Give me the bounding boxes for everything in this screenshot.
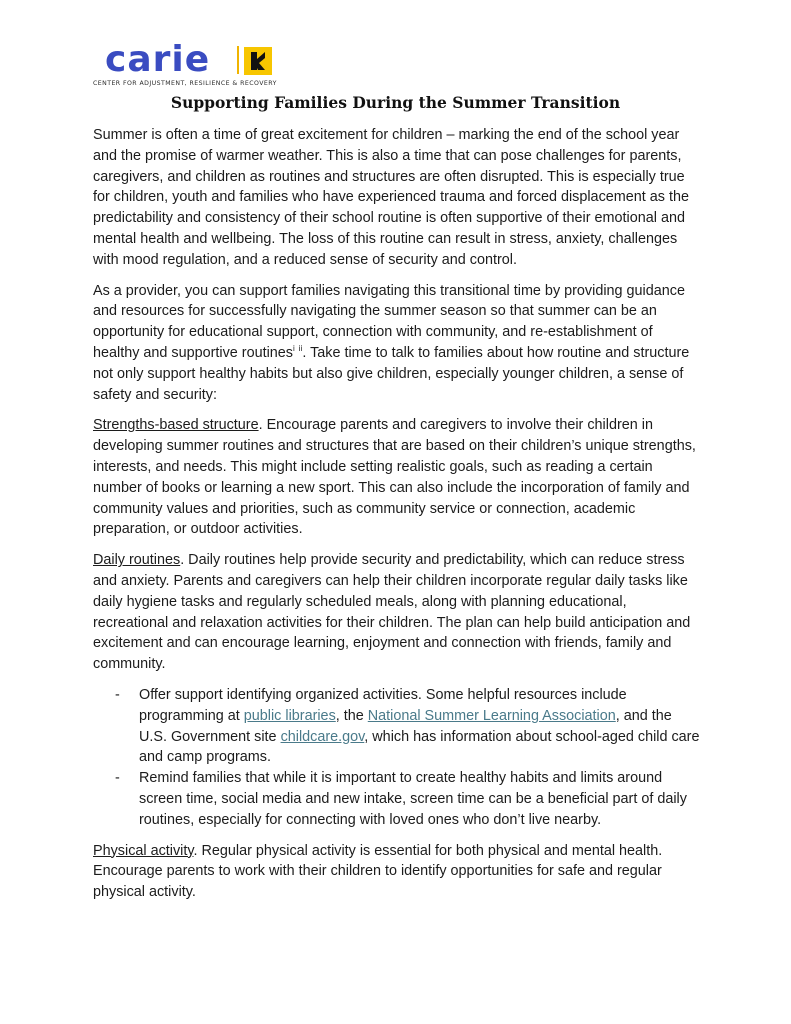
childcare-gov-link[interactable]: childcare.gov <box>280 728 365 745</box>
physical-heading: Physical activity <box>93 842 194 859</box>
daily-paragraph <box>93 550 703 675</box>
document-body <box>93 125 703 913</box>
list-item-text: , the <box>335 707 368 724</box>
list-item-text: Offer support identifying organized activities. Some helpful resources include programming at <box>139 686 627 724</box>
public-libraries-link[interactable]: public libraries <box>243 707 336 724</box>
bullet-dash: - <box>115 686 120 703</box>
resource-list <box>93 685 703 831</box>
physical-paragraph <box>93 841 703 903</box>
intro-paragraph: Summer is often a time of great excitement for children – marking the end of the school year and the promise of warmer weather. This is also a time that can pose challenges for parents, caregivers, and children as routines and structures are often disrupted. This is especially true for children, youth and families who have experienced trauma and forced displacement as the predictability and consistency of their school routine is often supportive of their emotional and mental health and wellbeing. The loss of this routine can result in stress, anxiety, challenges with mood regulation, and a reduced sense of security and control. <box>93 127 689 268</box>
strengths-text: . Encourage parents and caregivers to involve their children in developing summer routines and structures that are based on their children’s unique strengths, interests, and needs. This might include setting realistic goals, such as reading a certain number of books or learning a new sport. This can also include the incorporation of family and community values and priorities, such as community service or connection, academic preparation, or outdoor activities. <box>93 417 696 538</box>
footnote-marker-ii[interactable]: ii <box>298 344 303 354</box>
care-logo <box>93 40 293 92</box>
list-item <box>93 685 703 768</box>
logo-tagline: CENTER FOR ADJUSTMENT, RESILIENCE & RECOVERY <box>93 80 277 87</box>
provider-paragraph <box>93 281 703 406</box>
list-item-text: , and the U.S. Government site <box>139 707 672 745</box>
list-item <box>93 768 703 830</box>
logo-divider <box>237 46 239 74</box>
strengths-heading: Strengths-based structure <box>93 417 259 434</box>
footnote-marker-i[interactable]: i <box>293 344 295 354</box>
logo-wordmark: carie <box>105 39 211 80</box>
daily-text: . Daily routines help provide security and predictability, which can reduce stress and anxiety. Parents and caregivers can help their children incorporate regular daily tasks like daily hygiene tasks and regularly scheduled meals, along with planning educational, recreational and relaxation activities for their children. The plan can help build anticipation and excitement and can encourage learning, enjoyment and connection with friends, family and community. <box>93 552 691 673</box>
daily-heading: Daily routines <box>93 552 181 569</box>
physical-text: . Regular physical activity is essential for both physical and mental health. Encourage parents to work with their children to identify opportunities for safe and regular physical activity. <box>93 842 663 901</box>
list-item-text: Remind families that while it is important to create healthy habits and limits around screen time, social media and new intake, screen time can be a beneficial part of daily routines, especially for connecting with loved ones who don’t live nearby. <box>139 770 687 828</box>
document-title: Supporting Families During the Summer Transition <box>170 93 621 112</box>
list-item-text: , which has information about school-aged child care and camp programs. <box>139 728 700 766</box>
bullet-dash: - <box>115 770 120 787</box>
strengths-paragraph <box>93 415 703 540</box>
provider-text: As a provider, you can support families navigating this transitional time by providing guidance and resources for successfully navigating the summer season so that summer can be an opportunity for educational support, connection with community, and re-establishment of healthy and supportive routines <box>93 282 685 361</box>
irc-logo-icon <box>244 47 272 75</box>
nsla-link[interactable]: National Summer Learning Association <box>367 707 616 724</box>
provider-text-end: . Take time to talk to families about how routine and structure not only support healthy habits but also give children, especially younger children, a sense of safety and security: <box>93 344 690 403</box>
